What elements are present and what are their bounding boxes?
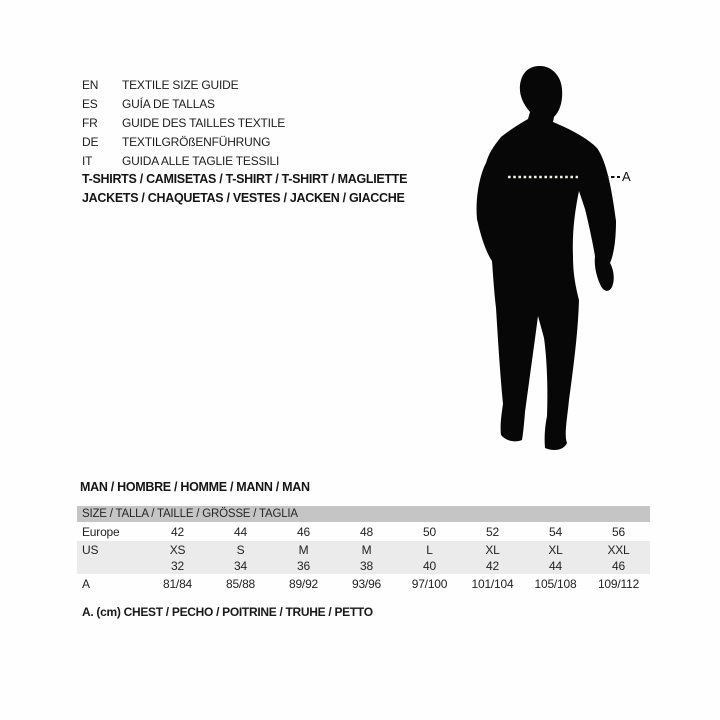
language-row-en bbox=[82, 75, 285, 94]
language-row-fr bbox=[82, 113, 285, 132]
row-label: Europe bbox=[82, 525, 120, 539]
language-row-de bbox=[82, 132, 285, 151]
garment-categories bbox=[82, 170, 407, 208]
size-cell: 93/96 bbox=[351, 576, 382, 591]
language-label: TEXTILE SIZE GUIDE bbox=[122, 77, 239, 92]
language-label: GUIDE DES TAILLES TEXTILE bbox=[122, 115, 286, 130]
language-label: GUIDA ALLE TAGLIE TESSILI bbox=[122, 153, 280, 168]
size-cell: M bbox=[298, 542, 309, 557]
language-list bbox=[82, 75, 285, 170]
size-cell: 38 bbox=[360, 559, 373, 573]
size-cell: 40 bbox=[423, 559, 436, 573]
size-cell: 46 bbox=[612, 559, 625, 573]
size-cell: XL bbox=[548, 542, 563, 557]
language-code: FR bbox=[82, 115, 98, 130]
size-cell: XL bbox=[485, 542, 500, 557]
section-title-man: MAN / HOMBRE / HOMME / MANN / MAN bbox=[80, 480, 310, 494]
size-table-header: SIZE / TALLA / TAILLE / GRÖSSE / TAGLIA bbox=[77, 506, 650, 522]
size-cell: 101/104 bbox=[471, 576, 514, 591]
category-line-jackets: JACKETS / CHAQUETAS / VESTES / JACKEN / GIACCHE bbox=[82, 191, 405, 205]
language-row-es bbox=[82, 94, 285, 113]
table-row-us-numeric bbox=[77, 558, 650, 574]
size-cell: 46 bbox=[297, 525, 310, 539]
size-cell: 56 bbox=[612, 525, 625, 539]
size-table bbox=[77, 506, 650, 593]
size-cell: XXL bbox=[607, 542, 630, 557]
size-cell: 89/92 bbox=[288, 576, 319, 591]
language-label: TEXTILGRÖßENFÜHRUNG bbox=[122, 134, 271, 149]
table-row-chest-a bbox=[77, 574, 650, 593]
row-label: A bbox=[82, 576, 90, 591]
size-cell: S bbox=[236, 542, 245, 557]
footnote-chest-measure: A. (cm) CHEST / PECHO / POITRINE / TRUHE / PETTO bbox=[82, 605, 373, 619]
size-cell: 44 bbox=[549, 559, 562, 573]
language-code: ES bbox=[82, 96, 98, 111]
language-code: DE bbox=[82, 134, 99, 149]
language-label: GUÍA DE TALLAS bbox=[122, 96, 215, 111]
size-cell: 54 bbox=[549, 525, 562, 539]
size-cell: 32 bbox=[171, 559, 184, 573]
language-row-it bbox=[82, 151, 285, 170]
size-cell: 42 bbox=[486, 559, 499, 573]
size-cell: 48 bbox=[360, 525, 373, 539]
table-row-us bbox=[77, 541, 650, 558]
size-cell: 50 bbox=[423, 525, 436, 539]
language-code: IT bbox=[82, 153, 93, 168]
man-silhouette-svg bbox=[468, 60, 638, 460]
man-silhouette-figure bbox=[468, 60, 638, 460]
category-line-tshirts: T-SHIRTS / CAMISETAS / T-SHIRT / T-SHIRT / MAGLIETTE bbox=[82, 172, 408, 186]
size-cell: M bbox=[361, 542, 372, 557]
size-cell: 81/84 bbox=[162, 576, 193, 591]
size-cell: 52 bbox=[486, 525, 499, 539]
row-label: US bbox=[82, 542, 99, 557]
measure-point-a-label: A bbox=[622, 169, 631, 184]
size-cell: 42 bbox=[171, 525, 184, 539]
size-cell: 44 bbox=[234, 525, 247, 539]
size-cell: 85/88 bbox=[225, 576, 256, 591]
size-cell: 109/112 bbox=[597, 576, 640, 591]
man-silhouette-path bbox=[477, 66, 616, 450]
table-row-europe bbox=[77, 523, 650, 541]
size-cell: 97/100 bbox=[411, 576, 448, 591]
size-cell: XS bbox=[169, 542, 186, 557]
size-cell: 34 bbox=[234, 559, 247, 573]
language-code: EN bbox=[82, 77, 99, 92]
size-cell: 105/108 bbox=[534, 576, 577, 591]
size-cell: L bbox=[426, 542, 433, 557]
size-cell: 36 bbox=[297, 559, 310, 573]
